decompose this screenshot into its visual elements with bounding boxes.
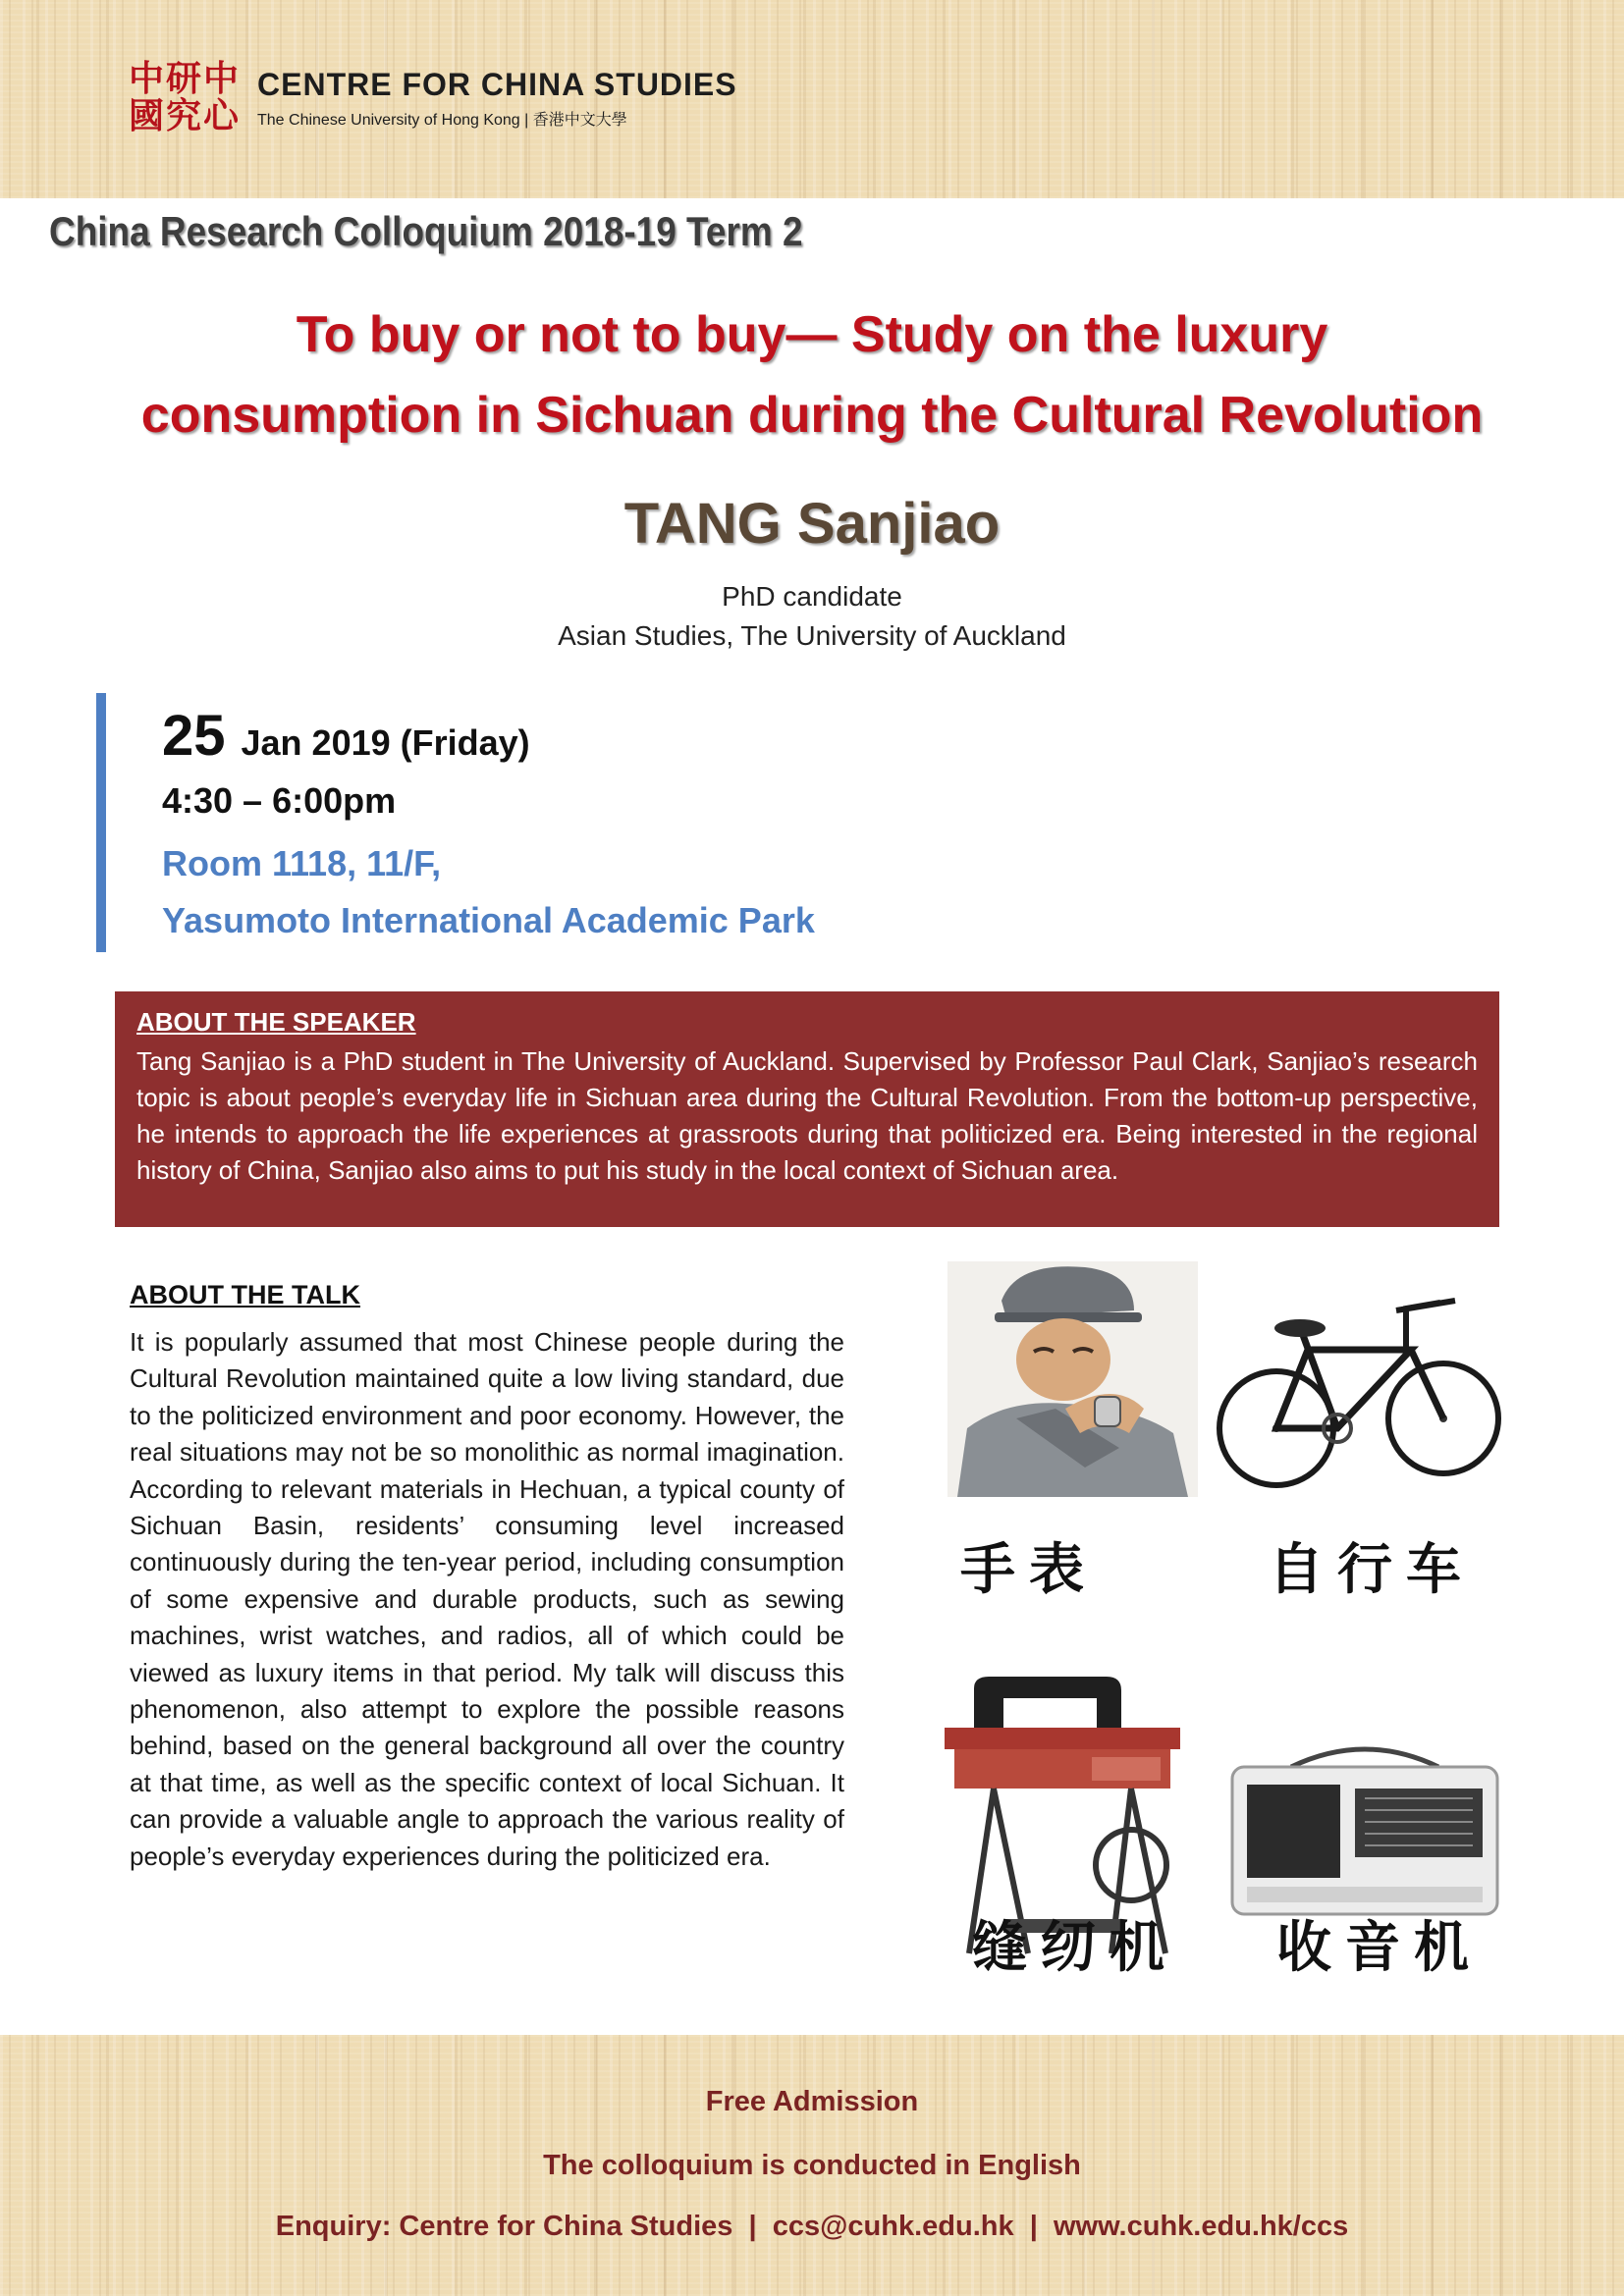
venue-room: Room 1118, 11/F, bbox=[162, 843, 442, 883]
org-subtitle: The Chinese University of Hong Kong | 香港中文大學 bbox=[257, 112, 627, 129]
event-venue bbox=[162, 835, 1046, 949]
logo-glyph: 研 bbox=[165, 59, 201, 99]
series-title: China Research Colloquium 2018-19 Term 2 bbox=[49, 208, 803, 254]
logo-glyph: 國 bbox=[128, 96, 164, 136]
logo-text bbox=[257, 67, 737, 130]
about-talk-body: It is popularly assumed that most Chinese people during the Cultural Revolution maintained quite a low living standard, due to the politicized environment and poor economy. However, the real situations may not be so monolithic as normal imagination. According to relevant materials in Hechuan, a typical county of Sichuan Basin, residents’ consuming level increased continuously during the ten-year period, including consumption of some expensive and durable products, such as sewing machines, wrist watches, and radios, all of which could be viewed as luxury items in that period. My talk will discuss this phenomenon, also attempt to explore the possible reasons behind, based on the general background all over the country at that time, as well as the specific context of local Sichuan. It can provide a valuable angle to approach the various reality of people’s everyday experiences during the politicized era. bbox=[130, 1327, 844, 1871]
radio-caption: 收音机 bbox=[1276, 1916, 1483, 1980]
talk-title-line2: consumption in Sichuan during the Cultural Revolution bbox=[140, 387, 1484, 444]
watch-caption: 手表 bbox=[960, 1538, 1098, 1602]
speaker-role: PhD candidate bbox=[722, 581, 902, 612]
about-speaker-body: Tang Sanjiao is a PhD student in The University of Auckland. Supervised by Professor Paul Clark, Sanjiao’s research topic is about people’s everyday life in Sichuan area during the Cultural Revolution. From the bottom-up perspective, he intends to approach the life experiences at grassroots during that politicized era. Being interested in the regional history of China, Sanjiao also aims to put his study in the local context of Sichuan area. bbox=[136, 1046, 1478, 1185]
ccs-logo bbox=[128, 61, 737, 135]
date-day: 25 bbox=[162, 704, 226, 768]
logo-glyph: 中 bbox=[128, 59, 164, 99]
event-time: 4:30 – 6:00pm bbox=[162, 780, 397, 821]
talk-title-line1: To buy or not to buy— Study on the luxury bbox=[296, 306, 1328, 363]
date-month-year: Jan 2019 (Friday) bbox=[241, 722, 530, 763]
venue-building: Yasumoto International Academic Park bbox=[162, 900, 815, 940]
language-note: The colloquium is conducted in English bbox=[543, 2150, 1081, 2181]
bicycle-illustration bbox=[1210, 1281, 1504, 1497]
radio-illustration bbox=[1222, 1737, 1507, 1924]
about-talk-section bbox=[130, 1280, 844, 1875]
speaker-role-block bbox=[0, 577, 1624, 656]
event-details bbox=[96, 693, 1046, 952]
org-name: CENTRE FOR CHINA STUDIES bbox=[257, 67, 737, 102]
sewing-caption: 缝纫机 bbox=[972, 1916, 1178, 1980]
logo-glyph: 究 bbox=[165, 96, 201, 136]
enquiry-contact: Enquiry: Centre for China Studies | ccs@cuhk.edu.hk | www.cuhk.edu.hk/ccs bbox=[275, 2211, 1349, 2242]
about-speaker-heading: ABOUT THE SPEAKER bbox=[136, 1007, 416, 1037]
logo-glyph: 中 bbox=[202, 59, 239, 99]
speaker-affiliation: Asian Studies, The University of Auckland bbox=[558, 620, 1066, 651]
about-speaker-box bbox=[115, 991, 1499, 1227]
speaker-name: TANG Sanjiao bbox=[623, 492, 1001, 556]
event-date bbox=[162, 703, 1046, 769]
free-admission: Free Admission bbox=[705, 2086, 919, 2117]
about-talk-heading: ABOUT THE TALK bbox=[130, 1280, 360, 1309]
logo-glyph: 心 bbox=[202, 96, 239, 136]
wrist-watch-illustration bbox=[947, 1261, 1198, 1497]
talk-title bbox=[0, 294, 1624, 455]
logo-mark bbox=[128, 61, 240, 135]
bicycle-caption: 自行车 bbox=[1269, 1538, 1475, 1602]
